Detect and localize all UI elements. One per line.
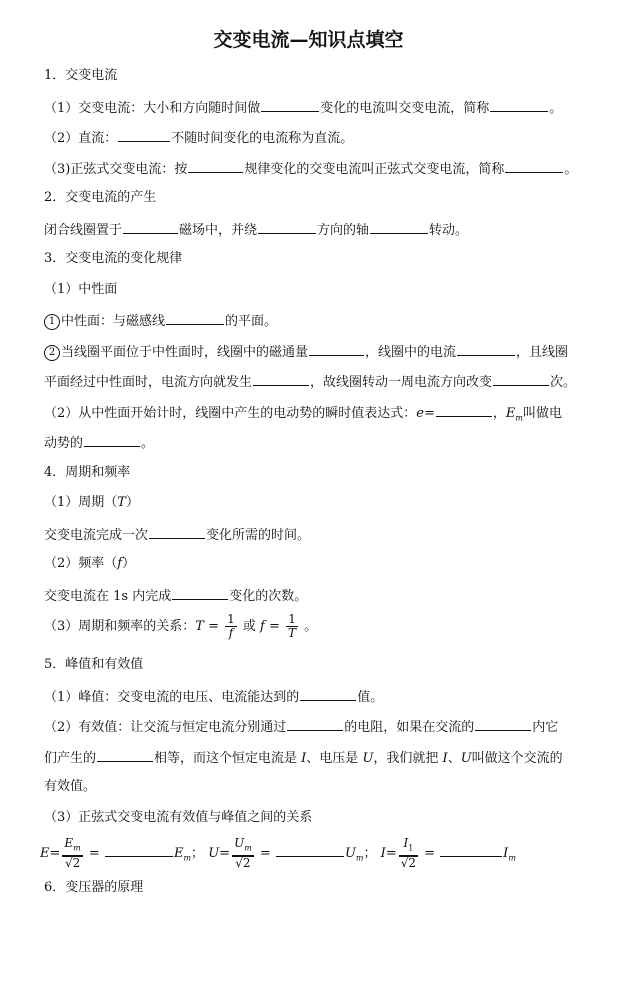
fill-blank[interactable] — [370, 220, 428, 234]
fill-blank[interactable] — [118, 128, 170, 142]
fill-blank[interactable] — [253, 372, 309, 386]
s4-relation: （3）周期和频率的关系：T = $\frac{1}{f}$ 或 f = $\frac{1}{T}$ 。 — [44, 612, 318, 640]
s4-sub-1: （1）周期（T） — [44, 495, 139, 510]
s1-item-1: （1）交变电流：大小和方向随时间做 变化的电流叫交变电流，简称 。 — [44, 98, 589, 118]
section-5-heading: 5．峰值和有效值 — [44, 657, 144, 672]
section-3-heading: 3．交变电流的变化规律 — [44, 251, 183, 266]
s4-period-def: 交变电流完成一次 变化所需的时间。 — [44, 525, 589, 545]
s3-sub-1: （1）中性面 — [44, 282, 118, 297]
fill-blank[interactable] — [300, 687, 356, 701]
s5-formula: E= $\frac{E_m}{√2}$ = $E_m$； U= $\frac{U_m}{√2}$ = $U_m$； I= $\frac{I_1}{√2}$ = $I_m$ — [40, 836, 516, 870]
s5-item-2-cont: 们产生的 相等，而这个恒定电流是 I、电压是 U，我们就把 I、U叫做这个交流的 — [44, 748, 589, 768]
s3-item-3: （2）从中性面开始计时，线圈中产生的电动势的瞬时值表达式：e= ，$E_m$叫做电 — [44, 403, 589, 428]
fill-blank[interactable] — [475, 717, 531, 731]
s3-item-2-cont: 平面经过中性面时，电流方向就发生 ，故线圈转动一周电流方向改变 次。 — [44, 372, 589, 392]
section-6-heading: 6．变压器的原理 — [44, 880, 144, 895]
fill-blank[interactable] — [493, 372, 549, 386]
fill-blank[interactable] — [172, 586, 228, 600]
fraction: $\frac{E_m}{√2}$ — [64, 836, 81, 870]
fill-blank[interactable] — [123, 220, 178, 234]
circled-number: 2 — [44, 345, 60, 361]
fill-blank[interactable] — [309, 342, 364, 356]
fill-blank[interactable] — [276, 843, 344, 857]
s1-item-3: （3)正弦式交变电流：按 规律变化的交变电流叫正弦式交变电流，简称 。 — [44, 159, 589, 179]
fill-blank[interactable] — [149, 525, 205, 539]
s5-item-2-end: 有效值。 — [44, 779, 97, 794]
fill-blank[interactable] — [97, 748, 153, 762]
fill-blank[interactable] — [258, 220, 316, 234]
s4-frequency-def: 交变电流在 1s 内完成 变化的次数。 — [44, 586, 589, 606]
fill-blank[interactable] — [440, 843, 502, 857]
fill-blank[interactable] — [261, 98, 319, 112]
fraction: $\frac{U_m}{√2}$ — [234, 836, 252, 870]
fill-blank[interactable] — [505, 159, 563, 173]
s3-item-3-cont: 动势的 。 — [44, 433, 589, 453]
fill-blank[interactable] — [287, 717, 343, 731]
fill-blank[interactable] — [188, 159, 243, 173]
s5-item-3: （3）正弦式交变电流有效值与峰值之间的关系 — [44, 810, 313, 825]
fraction: $\frac{1}{T}$ — [288, 612, 297, 640]
s3-item-2: 2 当线圈平面位于中性面时，线圈中的磁通量 ，线圈中的电流 ，且线圈 — [44, 342, 589, 362]
fill-blank[interactable] — [436, 403, 492, 417]
fraction: $\frac{1}{f}$ — [227, 612, 235, 640]
s3-item-1: 1 中性面：与磁感线 的平面。 — [44, 311, 589, 331]
section-4-heading: 4．周期和频率 — [44, 465, 131, 480]
s1-item-2: （2）直流： 不随时间变化的电流称为直流。 — [44, 128, 589, 148]
s5-item-2: （2）有效值：让交流与恒定电流分别通过 的电阻，如果在交流的 内它 — [44, 717, 589, 737]
section-2-heading: 2．交变电流的产生 — [44, 190, 157, 205]
fill-blank[interactable] — [457, 342, 515, 356]
section-1-heading: 1．交变电流 — [44, 68, 118, 83]
fill-blank[interactable] — [166, 311, 224, 325]
s4-sub-2: （2）频率（f） — [44, 556, 136, 571]
fill-blank[interactable] — [490, 98, 548, 112]
fill-blank[interactable] — [84, 433, 140, 447]
page-title: 交变电流—知识点填空 — [213, 29, 404, 51]
fraction: $\frac{I_1}{√2}$ — [400, 836, 416, 870]
fill-blank[interactable] — [105, 843, 173, 857]
s2-paragraph: 闭合线圈置于 磁场中，并绕 方向的轴 转动。 — [44, 220, 589, 240]
s5-item-1: （1）峰值：交变电流的电压、电流能达到的 值。 — [44, 687, 589, 707]
circled-number: 1 — [44, 314, 60, 330]
